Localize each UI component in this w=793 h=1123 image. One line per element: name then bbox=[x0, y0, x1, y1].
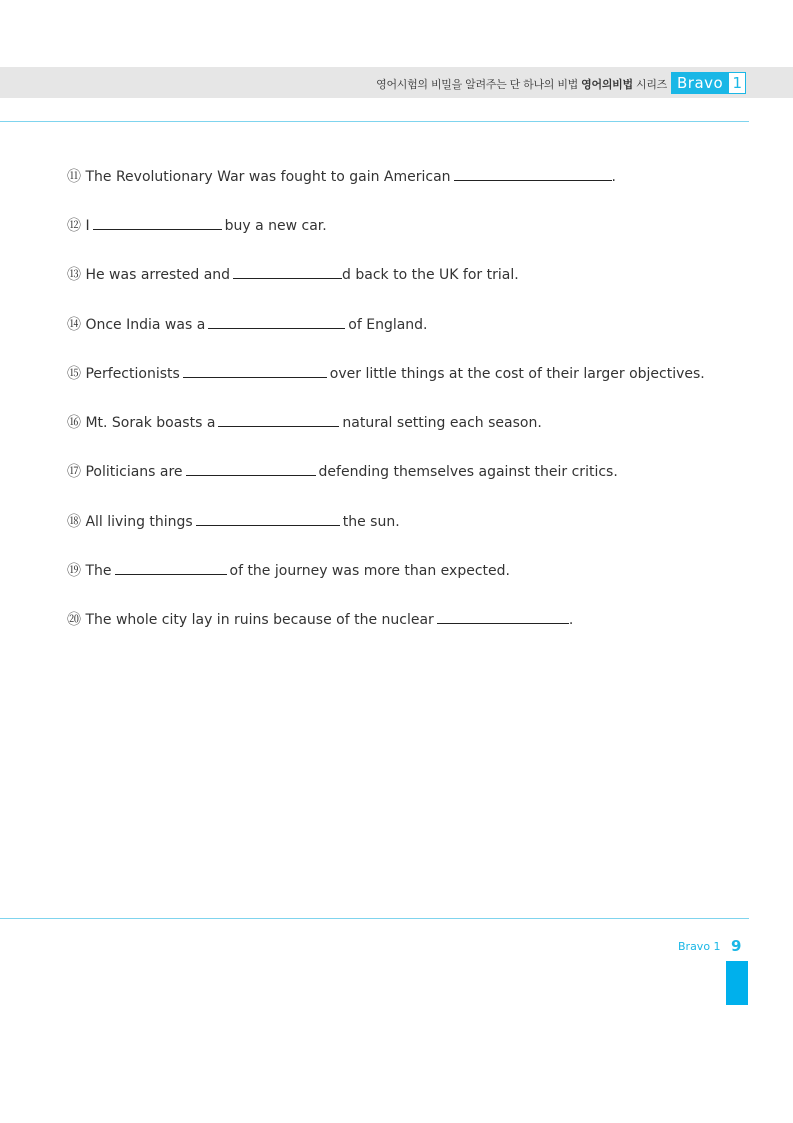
question-11: ⑪ The Revolutionary War was fought to gain American . bbox=[67, 166, 616, 186]
answer-blank[interactable] bbox=[218, 412, 339, 427]
question-20: ⑳ The whole city lay in ruins because of the nuclear . bbox=[67, 609, 573, 629]
series-title-bold: 영어의비법 bbox=[581, 78, 633, 91]
series-title: 영어시험의 비밀을 알려주는 단 하나의 비법 영어의비법 시리즈 bbox=[376, 78, 667, 91]
footer-book-label: Bravo 1 bbox=[678, 940, 721, 953]
question-12: ⑫ I buy a new car. bbox=[67, 215, 327, 235]
header-rule bbox=[0, 121, 749, 122]
answer-blank[interactable] bbox=[186, 461, 316, 476]
question-16: ⑯ Mt. Sorak boasts a natural setting each season. bbox=[67, 412, 542, 432]
brand-number: 1 bbox=[729, 72, 746, 94]
question-14: ⑭ Once India was a of England. bbox=[67, 314, 428, 334]
answer-blank[interactable] bbox=[196, 511, 340, 526]
answer-blank[interactable] bbox=[115, 560, 227, 575]
brand-logo bbox=[671, 72, 746, 94]
answer-blank[interactable] bbox=[208, 314, 345, 329]
footer-rule bbox=[0, 918, 749, 919]
answer-blank[interactable] bbox=[93, 215, 222, 230]
page-tab-marker bbox=[726, 961, 748, 1005]
question-19: ⑲ The of the journey was more than expected. bbox=[67, 560, 510, 580]
question-17: ⑰ Politicians are defending themselves against their critics. bbox=[67, 461, 618, 481]
question-15: ⑮ Perfectionists over little things at the cost of their larger objectives. bbox=[67, 363, 705, 383]
answer-blank[interactable] bbox=[183, 363, 327, 378]
answer-blank[interactable] bbox=[454, 166, 612, 181]
page-number: 9 bbox=[731, 937, 742, 955]
question-13: ⑬ He was arrested and d back to the UK for trial. bbox=[67, 264, 519, 284]
answer-blank[interactable] bbox=[233, 264, 342, 279]
brand-name: Bravo bbox=[671, 72, 729, 94]
answer-blank[interactable] bbox=[437, 609, 569, 624]
question-18: ⑱ All living things the sun. bbox=[67, 511, 400, 531]
